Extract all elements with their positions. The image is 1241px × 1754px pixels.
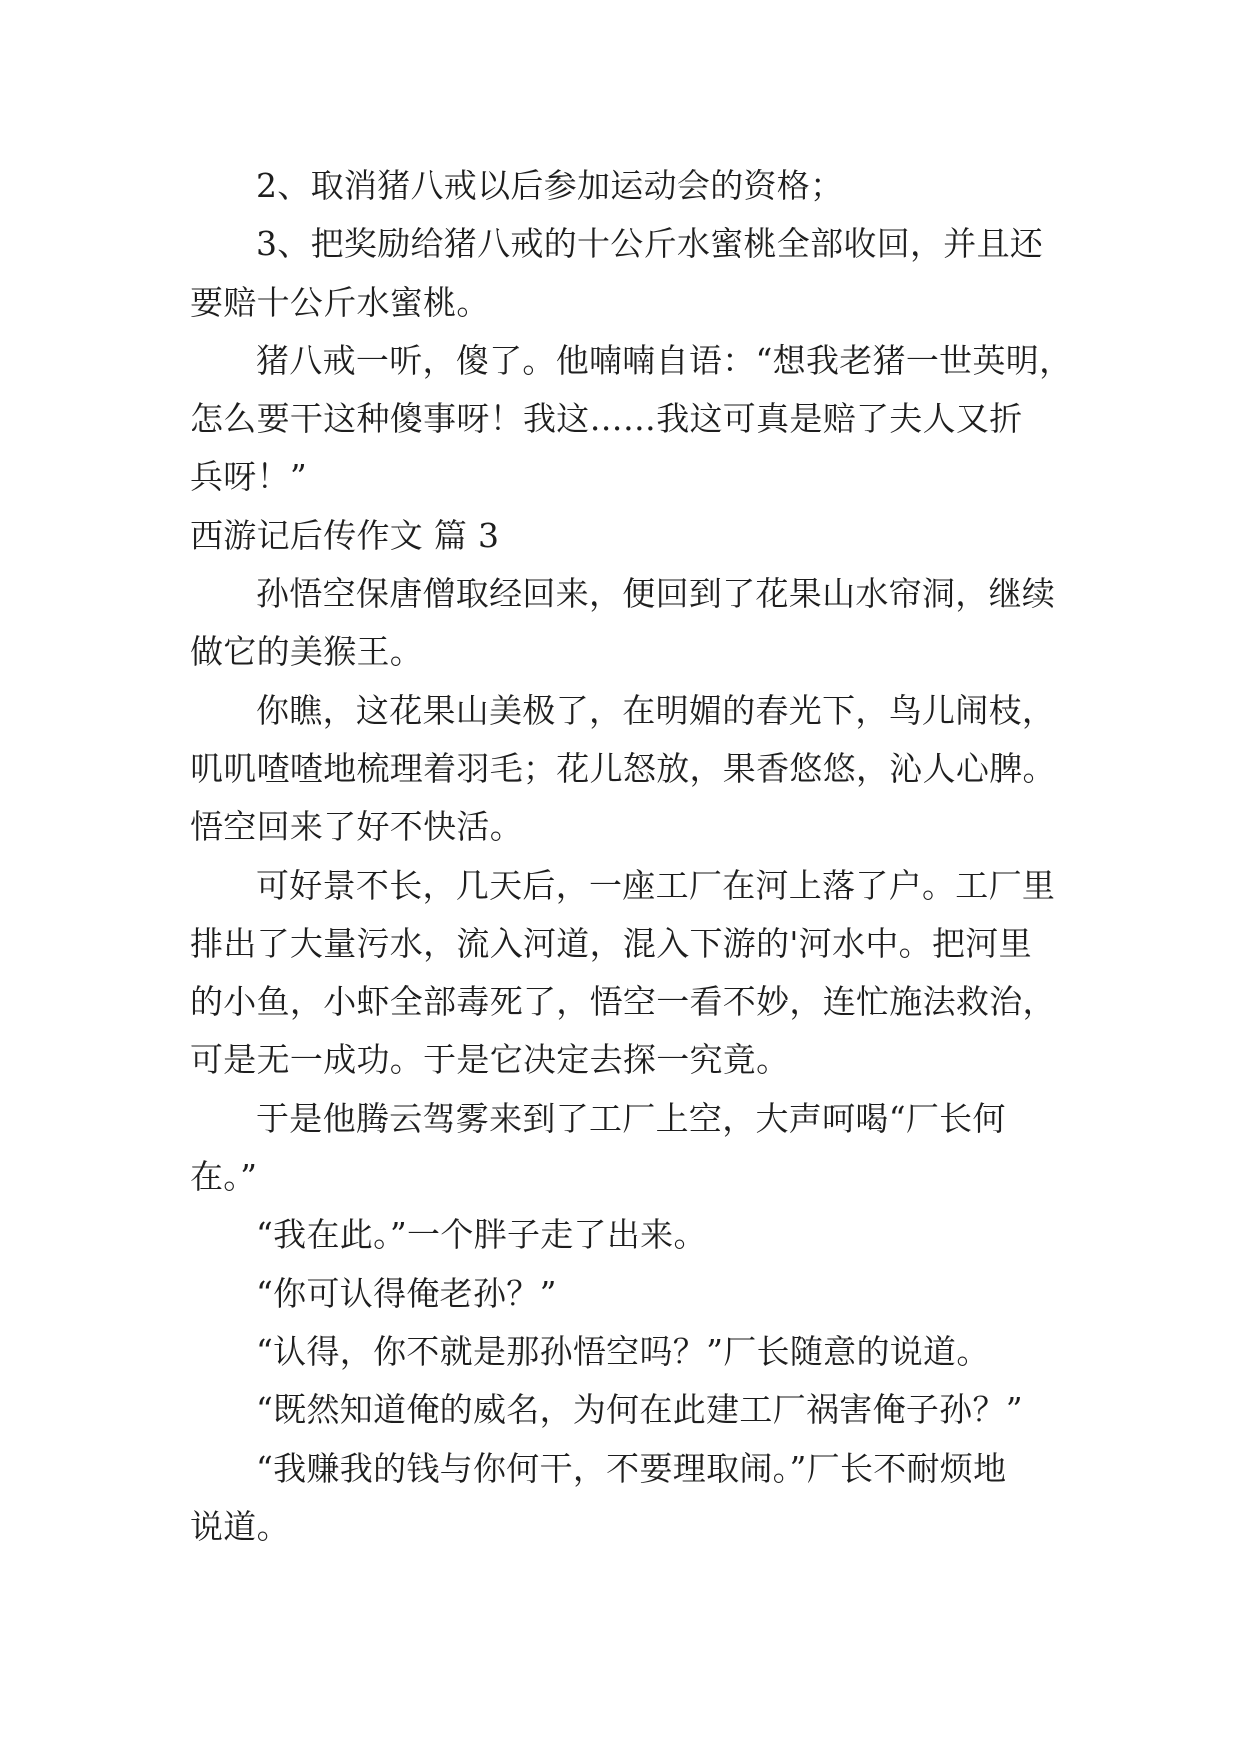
paragraph-line: 要赔十公斤水蜜桃。: [190, 282, 490, 322]
dialogue-line: “你可认得俺老孙？”: [256, 1273, 557, 1313]
paragraph-line: 可好景不长，几天后，一座工厂在河上落了户。工厂里: [256, 865, 1056, 905]
dialogue-line: “我在此。”一个胖子走了出来。: [256, 1215, 707, 1255]
paragraph-line: 排出了大量污水，流入河道，混入下游的'河水中。把河里: [190, 923, 1032, 963]
paragraph-line: 说道。: [190, 1506, 290, 1546]
paragraph-line: 可是无一成功。于是它决定去探一究竟。: [190, 1040, 790, 1080]
paragraph-line: 怎么要干这种傻事呀！我这……我这可真是赔了夫人又折: [190, 399, 1023, 439]
document-body: [190, 157, 1073, 1556]
section-heading: 西游记后传作文 篇 3: [190, 515, 500, 555]
paragraph-line: 的小鱼，小虾全部毒死了，悟空一看不妙，连忙施法救治，: [190, 982, 1056, 1022]
dialogue-line: “认得，你不就是那孙悟空吗？”厂长随意的说道。: [256, 1331, 990, 1371]
paragraph-line: 你瞧，这花果山美极了，在明媚的春光下，鸟儿闹枝，: [256, 690, 1056, 730]
paragraph-line: 猪八戒一听，傻了。他喃喃自语：“想我老猪一世英明，: [256, 340, 1073, 380]
paragraph-line: 于是他腾云驾雾来到了工厂上空，大声呵喝“厂长何: [256, 1098, 1006, 1138]
paragraph-line: 做它的美猴王。: [190, 632, 424, 672]
list-item: 3、把奖励给猪八戒的十公斤水蜜桃全部收回，并且还: [256, 224, 1044, 264]
dialogue-line: “我赚我的钱与你何干，不要理取闹。”厂长不耐烦地: [256, 1448, 1007, 1488]
paragraph-line: 兵呀！”: [190, 457, 308, 497]
paragraph-line: 孙悟空保唐僧取经回来，便回到了花果山水帘洞，继续: [256, 574, 1056, 614]
paragraph-line: 悟空回来了好不快活。: [190, 807, 523, 847]
paragraph-line: 叽叽喳喳地梳理着羽毛；花儿怒放，果香悠悠，沁人心脾。: [190, 748, 1056, 788]
dialogue-line: “既然知道俺的威名，为何在此建工厂祸害俺子孙？”: [256, 1390, 1023, 1430]
paragraph-line: 在。”: [190, 1157, 258, 1197]
list-item: 2、取消猪八戒以后参加运动会的资格；: [256, 166, 844, 205]
